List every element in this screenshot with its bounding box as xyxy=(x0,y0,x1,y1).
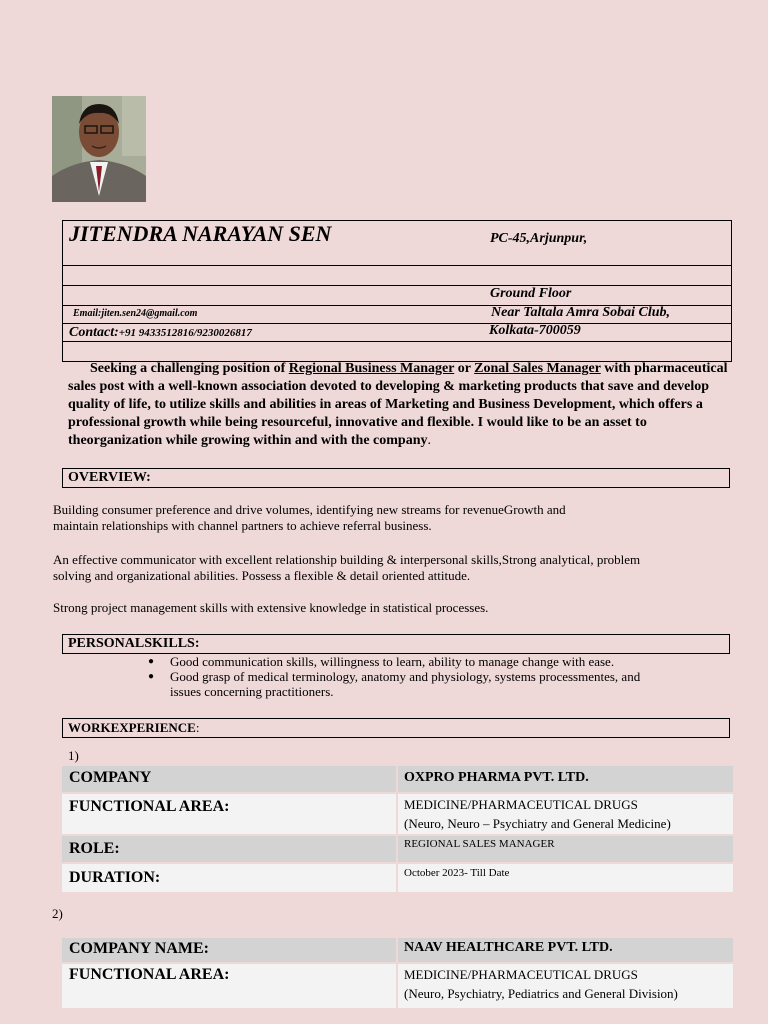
personal-skills-heading: PERSONALSKILLS: xyxy=(62,634,730,654)
address-line-2: Ground Floor xyxy=(490,286,572,301)
objective-role-2: Zonal Sales Manager xyxy=(474,361,601,376)
header-row-contact xyxy=(63,324,731,342)
header-row-email xyxy=(63,306,731,324)
functional-area-value xyxy=(398,964,733,1008)
candidate-name: JITENDRA NARAYAN SEN xyxy=(69,221,332,246)
contact-label: Contact: xyxy=(69,325,119,340)
role-value: REGIONAL SALES MANAGER xyxy=(398,836,733,862)
company-value: OXPRO PHARMA PVT. LTD. xyxy=(398,766,733,792)
company-label: COMPANY NAME: xyxy=(62,938,396,962)
work-experience-heading xyxy=(62,718,730,738)
role-label: ROLE: xyxy=(62,836,396,862)
company-value: NAAV HEALTHCARE PVT. LTD. xyxy=(398,938,733,962)
functional-area-label: FUNCTIONAL AREA: xyxy=(62,964,396,1008)
functional-area-line-2: (Neuro, Neuro – Psychiatry and General Medicine) xyxy=(404,816,671,831)
header-row-address xyxy=(63,286,731,306)
duration-label: DURATION: xyxy=(62,864,396,892)
functional-area-line-1: MEDICINE/PHARMACEUTICAL DRUGS xyxy=(404,797,638,812)
job-row-company xyxy=(62,938,733,962)
contact-number: +91 9433512816/9230026817 xyxy=(118,327,252,339)
contact-header-table xyxy=(62,220,732,362)
functional-area-line-2: (Neuro, Psychiatry, Pediatrics and General Division) xyxy=(404,986,678,1001)
address-line-4: Kolkata-700059 xyxy=(489,323,581,338)
duration-value: October 2023- Till Date xyxy=(398,864,733,892)
overview-paragraph-2: An effective communicator with excellent relationship building & interpersonal skills,Strong analytical, problem solving and organizational abilities. Possess a flexible & detail oriented attitude. xyxy=(53,552,641,583)
job-row-area xyxy=(62,964,733,1008)
address-line-3: Near Taltala Amra Sobai Club, xyxy=(491,305,671,320)
objective-text-4: . xyxy=(427,433,431,448)
functional-area-label: FUNCTIONAL AREA: xyxy=(62,794,396,834)
skill-item: ● Good grasp of medical terminology, anatomy and physiology, systems processmentes, and issues concerning practitioners. xyxy=(148,669,650,699)
address-line-1: PC-45,Arjunpur, xyxy=(490,231,588,246)
skill-item: ● Good communication skills, willingness to learn, ability to manage change with ease. xyxy=(148,654,708,669)
overview-paragraph-3: Strong project management skills with extensive knowledge in statistical processes. xyxy=(53,600,489,615)
personal-skills-list xyxy=(148,654,708,699)
work-experience-title: WORKEXPERIENCE xyxy=(68,720,196,735)
header-row-name xyxy=(63,221,731,266)
job-index-2: 2) xyxy=(52,906,63,921)
overview-paragraph-1: Building consumer preference and drive volumes, identifying new streams for revenueGrowth and maintain relationships with channel partners to achieve referral business. xyxy=(53,502,566,533)
header-row-empty xyxy=(63,266,731,286)
job-row-company xyxy=(62,766,733,792)
header-row-empty-bottom xyxy=(63,342,731,361)
overview-heading: OVERVIEW: xyxy=(62,468,730,488)
job-table-1 xyxy=(62,766,733,894)
objective-text-2: or xyxy=(454,361,475,376)
job-row-role xyxy=(62,836,733,862)
career-objective xyxy=(68,360,728,450)
functional-area-line-1: MEDICINE/PHARMACEUTICAL DRUGS xyxy=(404,967,638,982)
functional-area-value xyxy=(398,794,733,834)
job-table-2 xyxy=(62,938,733,1010)
job-index-1: 1) xyxy=(68,748,79,763)
objective-text-1: Seeking a challenging position of xyxy=(90,361,289,376)
work-experience-colon: : xyxy=(195,720,200,735)
job-row-area xyxy=(62,794,733,834)
email-text: Email:jiten.sen24@gmail.com xyxy=(73,308,198,319)
job-row-duration xyxy=(62,864,733,892)
company-label: COMPANY xyxy=(62,766,396,792)
profile-photo xyxy=(52,96,146,202)
contact-text xyxy=(69,325,252,341)
objective-text-3: with pharmaceutical sales post with a well-known association devoted to developing & marketing products that save and develop quality of life, to utilize skills and abilities in areas of Marketing and Business Development, which offers a professional growth while being resourceful, innovative and flexible. I would like to be an asset to theorganization while growing within and with the company xyxy=(68,361,728,448)
objective-role-1: Regional Business Manager xyxy=(288,361,455,376)
